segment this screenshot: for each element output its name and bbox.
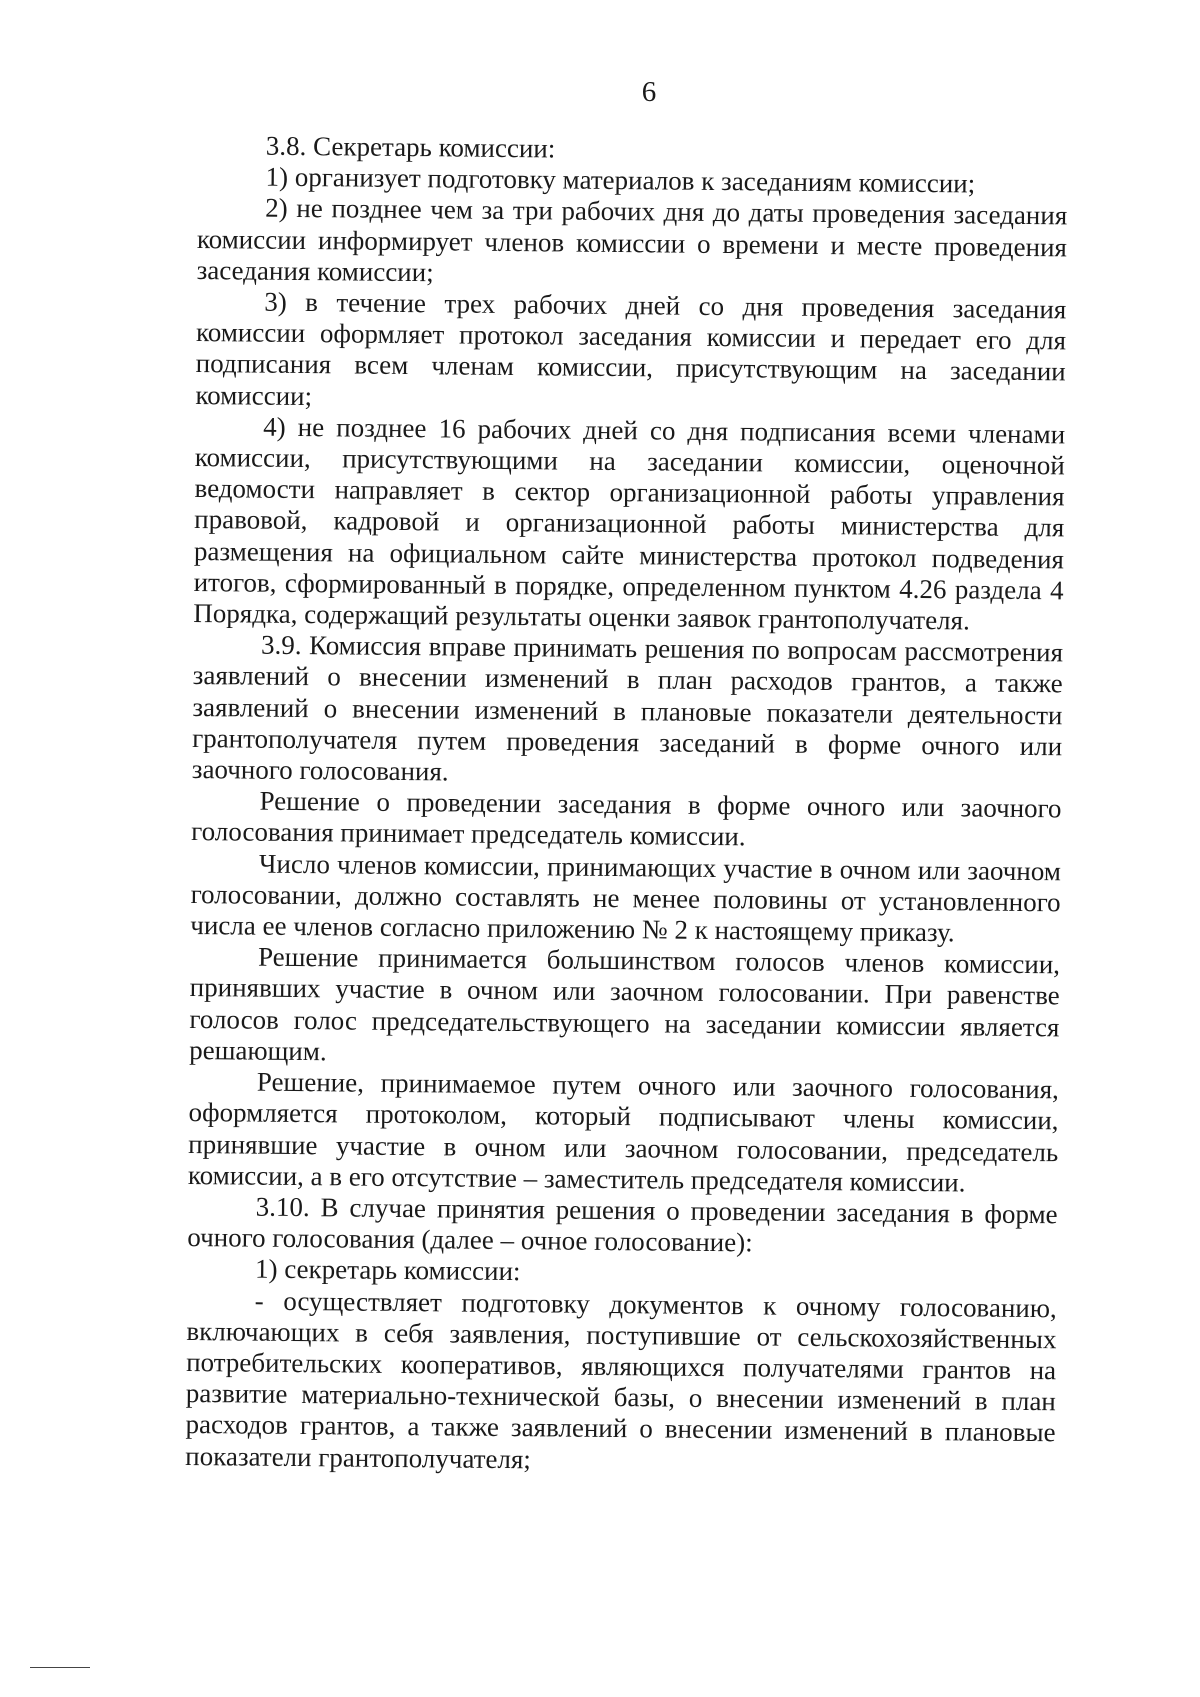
page-number: 6 bbox=[641, 76, 657, 108]
paragraph-3-10: 3.10. В случае принятия решения о проведении заседания в форме очного голосования (далее – очное голосование): bbox=[187, 1191, 1058, 1258]
paragraph-3-8-item-2: 2) не позднее чем за три рабочих дня до даты проведения заседания комиссии информирует членов комиссии о времени и месте проведения заседания комиссии; bbox=[196, 193, 1068, 288]
footer-rule bbox=[30, 1667, 90, 1668]
document-body bbox=[185, 130, 1068, 1480]
paragraph-3-8-item-4: 4) не позднее 16 рабочих дней со дня подписания всеми членами комиссии, присутствующими на заседании комиссии, оценочной ведомости направляет в сектор организационной работы управления правовой, кадровой и организационной работы министерства для размещения на официальном сайте министерства протокол подведения итогов, сформированный в порядке, определенном пунктом 4.26 раздела 4 Порядка, содержащий результаты оценки заявок грантополучателя. bbox=[193, 411, 1066, 636]
paragraph-3-9-quorum: Число членов комиссии, принимающих участие в очном или заочном голосовании, должно составлять не менее половины от установленного числа ее членов согласно приложению № 2 к настоящему приказу. bbox=[190, 848, 1062, 948]
paragraph-3-8-item-3: 3) в течение трех рабочих дней со дня проведения заседания комиссии оформляет протокол заседания комиссии и передает его для подписания всем членам комиссии, присутствующим на заседании комиссии; bbox=[195, 286, 1067, 411]
paragraph-3-8-heading: 3.8. Секретарь комиссии: bbox=[265, 130, 556, 164]
paragraph-3-9: 3.9. Комиссия вправе принимать решения по вопросам рассмотрения заявлений о внесении изменений в план расходов грантов, а также заявлений о внесении изменений в плановые показатели деятельности грантополучателя путем проведения заседаний в форме очного или заочного голосования. bbox=[191, 629, 1064, 787]
paragraph-3-9-protocol: Решение, принимаемое путем очного или заочного голосования, оформляется протоколом, который подписывают члены комиссии, принявшие участие в очном или заочном голосовании, председатель комиссии, а в его отсутствие – заместитель председателя комиссии. bbox=[187, 1066, 1059, 1198]
paragraph-3-9-decision: Решение о проведении заседания в форме очного или заочного голосования принимает председатель комиссии. bbox=[191, 785, 1062, 852]
paragraph-3-10-item-1: 1) секретарь комиссии: bbox=[254, 1253, 521, 1287]
paragraph-3-8-item-1: 1) организует подготовку материалов к заседаниям комиссии; bbox=[265, 161, 976, 199]
paragraph-3-10-item-1-dash: - осуществляет подготовку документов к очному голосованию, включающих в себя заявления, поступившие от сельскохозяйственных потребительских кооперативов, являющихся получателями грантов на развитие материально-технической базы, о внесении изменений в план расходов грантов, а также заявлений о внесении изменений в плановые показатели грантополучателя; bbox=[185, 1285, 1057, 1474]
paragraph-3-9-majority: Решение принимается большинством голосов членов комиссии, принявших участие в очном или заочном голосовании. При равенстве голосов голос председательствующего на заседании комиссии является решающим. bbox=[189, 941, 1061, 1067]
